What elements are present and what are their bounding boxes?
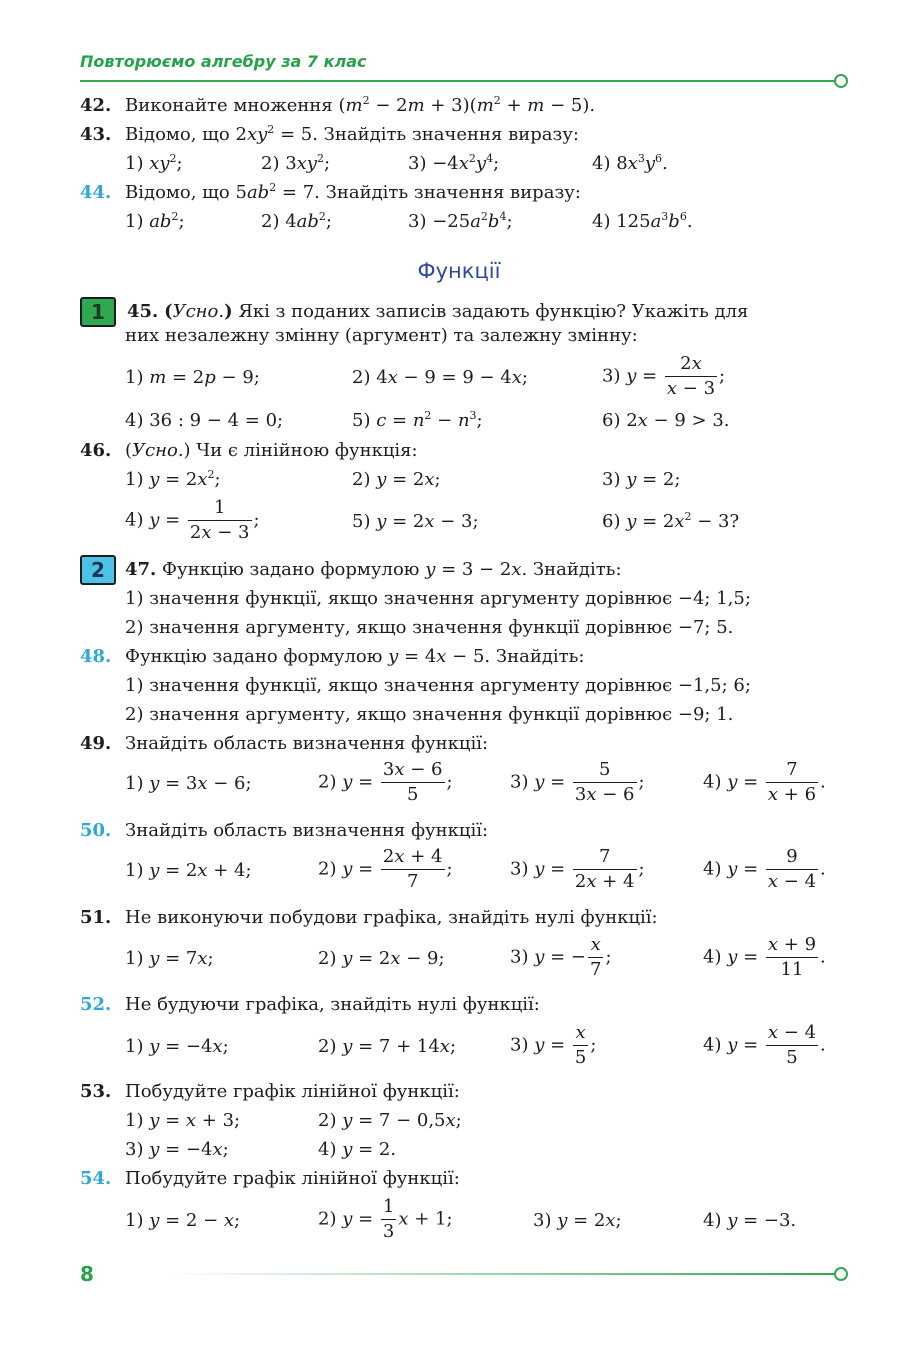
answer-item: 3) y = $\frac{7}{2x + 4}$ ; [510, 846, 645, 892]
problem-number: 49. [80, 733, 112, 754]
problem-text: них незалежну змінну (аргумент) та залежну змінну: [125, 325, 638, 346]
answer-item: 1) y = x + 3; [125, 1110, 241, 1131]
problem-subitem: 1) значення функції, якщо значення аргументу дорівнює −1,5; 6; [125, 675, 751, 696]
answer-item: 2) y = $\frac{2x + 4}{7}$ ; [318, 846, 453, 892]
footer-rule [165, 1273, 836, 1275]
answer-item: 4) $125a^3b^6$. [592, 210, 693, 232]
problem-number: 44. [80, 182, 112, 203]
level-2-badge: 2 [80, 555, 116, 585]
problem-text: Відомо, що $2xy^2 = 5$. Знайдіть значення виразу: [125, 123, 579, 145]
answer-item: 3) y = 2x; [533, 1210, 622, 1231]
problem-number: 47. [125, 559, 157, 580]
page-number: 8 [80, 1262, 94, 1286]
problem-text: (Усно.) Чи є лінійною функція: [125, 440, 418, 461]
chapter-header: Повторюємо алгебру за 7 клас [80, 52, 367, 71]
problem-number: 42. [80, 95, 112, 116]
problem-number: 50. [80, 820, 112, 841]
answer-item: 2) $4ab^2$; [261, 210, 332, 232]
answer-item: 3) y = $\frac{2x}{x - 3}$ ; [602, 353, 726, 399]
problem-number: 54. [80, 1168, 112, 1189]
problem-number: 53. [80, 1081, 112, 1102]
problem-number: 51. [80, 907, 112, 928]
problem-text: Не виконуючи побудови графіка, знайдіть нулі функції: [125, 907, 658, 928]
problem-text: Знайдіть область визначення функції: [125, 733, 489, 754]
answer-item: 4) y = $\frac{7}{x + 6}$ . [703, 759, 826, 805]
problem-subitem: 2) значення аргументу, якщо значення функції дорівнює −9; 1. [125, 704, 734, 725]
problem-text: Функцію задано формулою y = 4x − 5. Знайдіть: [125, 646, 585, 667]
answer-item: 2) y = 2x − 9; [318, 948, 445, 969]
answer-item: 2) y = 7 + 14x; [318, 1036, 457, 1057]
section-title: Функції [417, 259, 501, 283]
answer-item: 1) $y = 2x^2$; [125, 468, 221, 490]
problem-text: Відомо, що $5ab^2 = 7$. Знайдіть значення виразу: [125, 181, 581, 203]
answer-item: 1) $xy^2$; [125, 152, 183, 174]
answer-item: 3) y = 2; [602, 469, 681, 490]
problem-number: 52. [80, 994, 112, 1015]
problem-subitem: 1) значення функції, якщо значення аргументу дорівнює −4; 1,5; [125, 588, 751, 609]
answer-item: 4) y = $\frac{x + 9}{11}$ . [703, 934, 826, 980]
problem-number: 43. [80, 124, 112, 145]
answer-item: $3) -25a^2b^4$; [408, 210, 513, 232]
level-1-badge: 1 [80, 297, 116, 327]
answer-item: 6) $y = 2x^2 - 3$? [602, 510, 740, 532]
problem-text: Побудуйте графік лінійної функції: [125, 1168, 460, 1189]
answer-item: 5) y = 2x − 3; [352, 511, 479, 532]
answer-item: 2) y = $\frac{3x - 6}{5}$ ; [318, 759, 453, 805]
answer-item: 6) 2x − 9 > 3. [602, 410, 730, 431]
problem-subitem: 2) значення аргументу, якщо значення функції дорівнює −7; 5. [125, 617, 734, 638]
answer-item: 4) y = −3. [703, 1210, 797, 1231]
answer-item: 1) $ab^2$; [125, 210, 185, 232]
answer-item: 4) y = $\frac{9}{x - 4}$ . [703, 846, 826, 892]
answer-item: 3) y = − $\frac{x}{7}$ ; [510, 934, 612, 980]
answer-item: 3) y = $\frac{x}{5}$ ; [510, 1022, 597, 1068]
problem-number: 46. [80, 440, 112, 461]
answer-item: 1) m = 2p − 9; [125, 367, 260, 388]
problem-text: 47. Функцію задано формулою y = 3 − 2x. Знайдіть: [125, 559, 622, 580]
header-rule-end [834, 74, 848, 88]
answer-item: $3) -4x^2y^4$; [408, 152, 500, 174]
answer-item: 1) y = 2 − x; [125, 1210, 241, 1231]
answer-item: 1) y = 7x; [125, 948, 214, 969]
answer-item: 2) $3xy^2$; [261, 152, 331, 174]
answer-item: 3) y = $\frac{5}{3x - 6}$ ; [510, 759, 645, 805]
problem-text: Побудуйте графік лінійної функції: [125, 1081, 460, 1102]
problem-number: 45. [127, 301, 159, 322]
header-rule [80, 80, 836, 82]
answer-item: 1) y = −4x; [125, 1036, 229, 1057]
problem-text: Знайдіть область визначення функції: [125, 820, 489, 841]
answer-item: 4) y = 2. [318, 1139, 397, 1160]
answer-item: 3) y = −4x; [125, 1139, 229, 1160]
answer-item: 2) 4x − 9 = 9 − 4x; [352, 367, 528, 388]
answer-item: 1) y = 3x − 6; [125, 773, 252, 794]
problem-text: Виконайте множення $(m^2 - 2m + 3)(m^2 + m - 5)$. [125, 94, 596, 116]
answer-item: 2) y = 2x; [352, 469, 441, 490]
footer-rule-end [834, 1267, 848, 1281]
problem-number: 48. [80, 646, 112, 667]
answer-item: 1) y = 2x + 4; [125, 860, 252, 881]
problem-text: 45. (Усно.) Які з поданих записів задають функцію? Укажіть для [127, 301, 749, 322]
answer-item: 4) y = $\frac{1}{2x - 3}$ ; [125, 497, 260, 543]
problem-text: Не будуючи графіка, знайдіть нулі функції: [125, 994, 540, 1015]
answer-item: 4) 36 : 9 − 4 = 0; [125, 410, 284, 431]
answer-item: 5) $c = n^2 - n^3$; [352, 409, 483, 431]
answer-item: 2) y = 7 − 0,5x; [318, 1110, 462, 1131]
answer-item: 4) y = $\frac{x - 4}{5}$ . [703, 1022, 826, 1068]
answer-item: 2) y = $\frac{1}{3}$ x + 1; [318, 1196, 453, 1242]
answer-item: 4) $8x^3y^6$. [592, 152, 668, 174]
